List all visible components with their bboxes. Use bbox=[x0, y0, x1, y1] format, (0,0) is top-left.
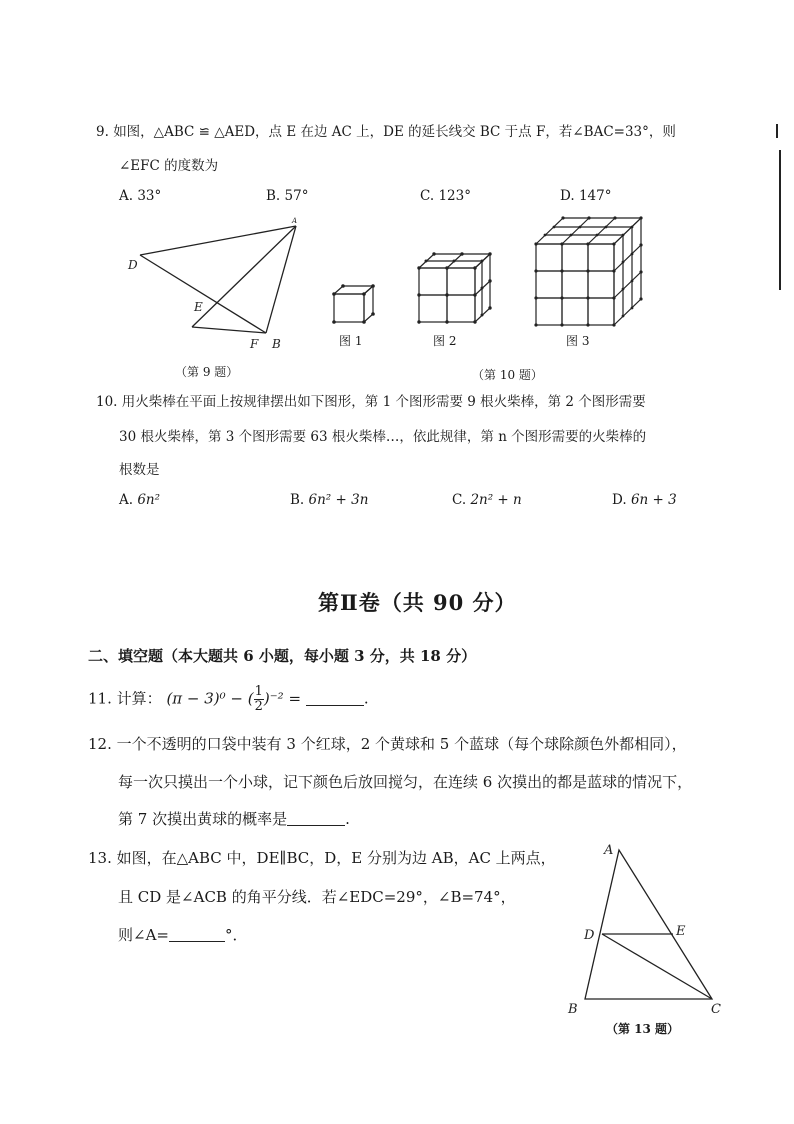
q10-text-line2: 30 根火柴棒，第 3 个图形需要 63 根火柴棒…，依此规律，第 n 个图形需要的火柴棒的 bbox=[119, 429, 647, 445]
binding-mark-short bbox=[776, 124, 778, 138]
q10-number: 10. bbox=[96, 394, 118, 410]
q11-expr-right: )⁻² = bbox=[263, 689, 302, 708]
q9-line1 bbox=[96, 120, 676, 140]
q9-label-b: B bbox=[272, 337, 281, 351]
q9-option-b: B. 57° bbox=[266, 188, 309, 204]
q12-text-line1: 一个不透明的口袋中装有 3 个红球，2 个黄球和 5 个蓝球（每个球除颜色外都相同）， bbox=[116, 735, 687, 753]
q9-figure bbox=[120, 215, 310, 355]
q9-label-f: F bbox=[250, 337, 259, 351]
q13-label-e: E bbox=[676, 924, 686, 939]
q13-line3 bbox=[118, 924, 248, 945]
q13-text-line2: 且 CD 是∠ACB 的角平分线．若∠EDC=29°，∠B=74°， bbox=[118, 888, 516, 906]
q11-number: 11. bbox=[88, 689, 112, 708]
q10-text-line3: 根数是 bbox=[119, 462, 160, 478]
q10-figure-1 bbox=[330, 282, 380, 327]
q9-stem-line2: ∠EFC 的度数为 bbox=[119, 158, 219, 174]
q10-figure-2-label: 图 2 bbox=[433, 334, 457, 348]
q13-label-c: C bbox=[711, 1002, 721, 1017]
q13-text-line1: 如图，在△ABC 中，DE∥BC，D，E 分别为边 AB，AC 上两点， bbox=[116, 849, 556, 867]
section-title: 第Ⅱ卷（共 90 分） bbox=[318, 590, 517, 615]
q10-caption: （第 10 题） bbox=[472, 368, 543, 382]
q9-stem-line1: 如图，△ABC ≌ △AED，点 E 在边 AC 上，DE 的延长线交 BC 于点 F，若∠BAC=33°，则 bbox=[113, 124, 676, 140]
q10-option-a: A. 6n² bbox=[119, 492, 161, 508]
q10-option-b: B. 6n² + 3n bbox=[290, 492, 369, 508]
section-heading: 二、填空题（本大题共 6 小题，每小题 3 分，共 18 分） bbox=[88, 647, 477, 665]
q12-line1 bbox=[88, 733, 687, 754]
q11-answer-blank[interactable] bbox=[306, 691, 364, 706]
q11-line bbox=[88, 685, 369, 714]
q10-figure-1-label: 图 1 bbox=[339, 334, 363, 348]
q12-line3 bbox=[118, 808, 350, 829]
q9-option-a: A. 33° bbox=[119, 188, 162, 204]
q9-label-e: E bbox=[194, 300, 203, 314]
q10-option-d: D. 6n + 3 bbox=[612, 492, 677, 508]
q10-line1 bbox=[96, 390, 646, 410]
q9-label-d: D bbox=[128, 258, 138, 272]
q13-caption: （第 13 题） bbox=[606, 1022, 680, 1036]
q11-frac-den: 2 bbox=[254, 699, 263, 714]
q9-option-d: D. 147° bbox=[560, 188, 612, 204]
q10-figure-3-label: 图 3 bbox=[566, 334, 590, 348]
binding-mark-long bbox=[779, 150, 781, 290]
q11-end: . bbox=[363, 689, 369, 708]
q12-text-line2: 每一次只摸出一个小球，记下颜色后放回搅匀，在连续 6 次摸出的都是蓝球的情况下， bbox=[118, 773, 693, 791]
q13-label-b: B bbox=[568, 1002, 578, 1017]
q13-line1 bbox=[88, 847, 556, 868]
q11-frac-num: 1 bbox=[254, 684, 263, 699]
q13-label-a: A bbox=[604, 843, 614, 858]
q12-text-line3: 第 7 次摸出黄球的概率是 bbox=[118, 810, 288, 828]
q10-figure-3 bbox=[530, 212, 658, 334]
q13-line3-prefix: 则∠A= bbox=[118, 926, 169, 944]
q9-label-a: A bbox=[292, 217, 298, 225]
q12-number: 12. bbox=[88, 735, 112, 753]
q10-text-line1: 用火柴棒在平面上按规律摆出如下图形，第 1 个图形需要 9 根火柴棒，第 2 个图形需要 bbox=[121, 394, 646, 410]
q13-answer-blank[interactable] bbox=[169, 927, 225, 942]
q11-fraction bbox=[254, 685, 264, 714]
q11-expr-left: (π − 3)⁰ − ( bbox=[166, 689, 254, 708]
q13-figure bbox=[562, 836, 732, 1018]
q13-label-d: D bbox=[584, 928, 595, 943]
q9-number: 9. bbox=[96, 124, 109, 140]
q10-option-c: C. 2n² + n bbox=[452, 492, 522, 508]
q13-line3-suffix: °． bbox=[224, 926, 248, 944]
q11-prefix: 计算： bbox=[116, 689, 162, 708]
q13-number: 13. bbox=[88, 849, 112, 867]
q9-caption: （第 9 题） bbox=[175, 365, 239, 379]
q12-end: . bbox=[345, 810, 350, 828]
q10-figure-2 bbox=[414, 246, 504, 331]
q9-option-c: C. 123° bbox=[420, 188, 471, 204]
q12-answer-blank[interactable] bbox=[287, 811, 345, 826]
